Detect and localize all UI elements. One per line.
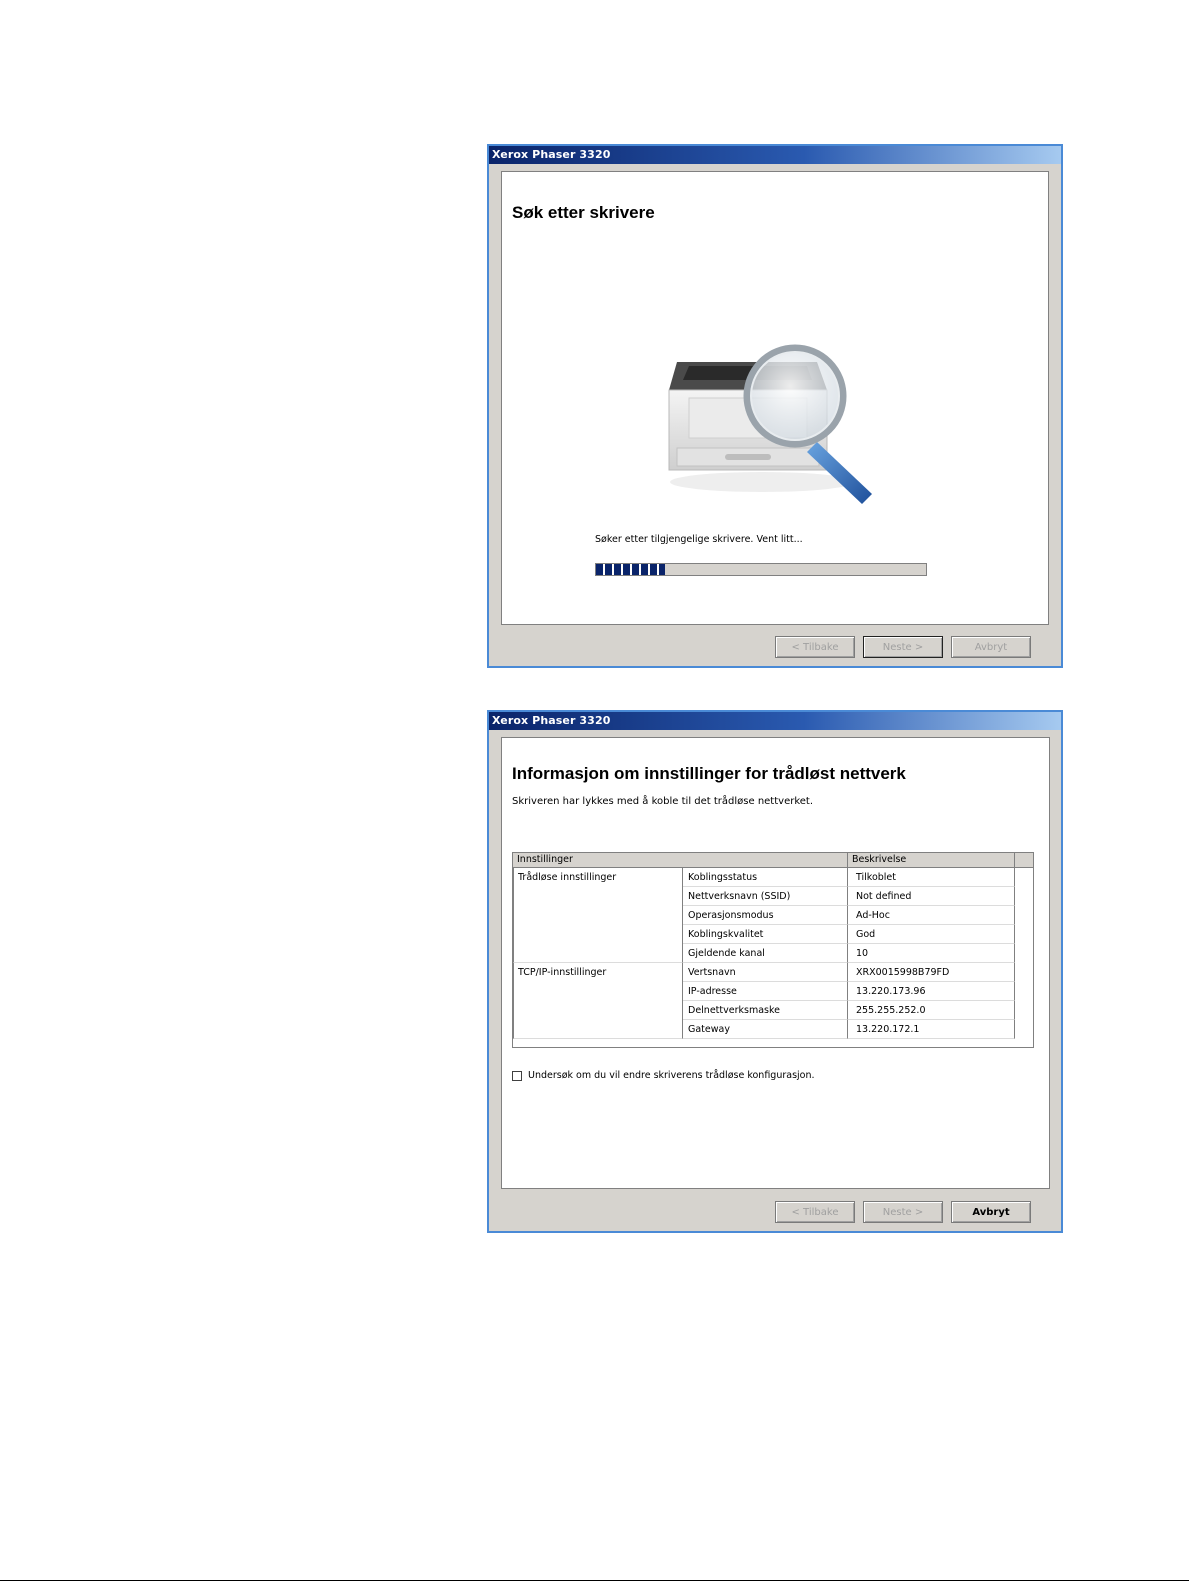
table-row[interactable]	[513, 1001, 1033, 1020]
table-cell-group	[513, 982, 683, 1001]
table-cell-value: 255.255.252.0	[848, 1001, 1015, 1020]
change-config-checkbox[interactable]	[512, 1071, 522, 1081]
next-button[interactable]: Neste >	[863, 636, 943, 658]
wireless-settings-dialog	[487, 710, 1063, 1233]
cancel-button[interactable]: Avbryt	[951, 636, 1031, 658]
change-config-label: Undersøk om du vil endre skriverens trådløse konfigurasjon.	[528, 1070, 815, 1081]
content-panel	[501, 171, 1049, 625]
table-row[interactable]	[513, 887, 1033, 906]
table-cell-group: TCP/IP-innstillinger	[513, 963, 683, 982]
table-cell-setting: Nettverksnavn (SSID)	[683, 887, 848, 906]
table-cell-group	[513, 1020, 683, 1039]
connection-success-text: Skriveren har lykkes med å koble til det trådløse nettverket.	[512, 796, 814, 807]
table-row[interactable]	[513, 963, 1033, 982]
back-button[interactable]: < Tilbake	[775, 636, 855, 658]
column-header-filler	[1015, 853, 1033, 867]
back-button[interactable]: < Tilbake	[775, 1201, 855, 1223]
table-cell-group	[513, 887, 683, 906]
search-progress-bar	[595, 563, 927, 576]
dialog-title: Xerox Phaser 3320	[489, 146, 1061, 164]
table-cell-setting: Koblingskvalitet	[683, 925, 848, 944]
table-cell-value: Tilkoblet	[848, 868, 1015, 887]
table-cell-value: 10	[848, 944, 1015, 963]
printer-search-illustration	[667, 332, 897, 512]
change-config-option[interactable]	[512, 1070, 815, 1081]
table-cell-setting: Operasjonsmodus	[683, 906, 848, 925]
button-row	[775, 1201, 1031, 1223]
button-row	[775, 636, 1031, 658]
table-row[interactable]	[513, 925, 1033, 944]
table-cell-group	[513, 944, 683, 963]
table-cell-value: Ad-Hoc	[848, 906, 1015, 925]
page-footer-rule	[0, 1580, 1189, 1581]
column-header-description[interactable]: Beskrivelse	[848, 853, 1015, 867]
column-header-settings[interactable]: Innstillinger	[513, 853, 848, 867]
search-status-text: Søker etter tilgjengelige skrivere. Vent litt...	[595, 534, 803, 545]
table-cell-value: God	[848, 925, 1015, 944]
table-row[interactable]	[513, 868, 1033, 887]
table-row[interactable]	[513, 906, 1033, 925]
table-row[interactable]	[513, 982, 1033, 1001]
table-cell-setting: Gateway	[683, 1020, 848, 1039]
page-title: Søk etter skrivere	[512, 203, 655, 222]
table-cell-value: 13.220.172.1	[848, 1020, 1015, 1039]
table-row[interactable]	[513, 944, 1033, 963]
cancel-button[interactable]: Avbryt	[951, 1201, 1031, 1223]
table-row[interactable]	[513, 1020, 1033, 1039]
settings-table[interactable]	[512, 852, 1034, 1048]
table-cell-group: Trådløse innstillinger	[513, 868, 683, 887]
table-cell-group	[513, 925, 683, 944]
progress-fill	[596, 564, 665, 575]
table-cell-setting: IP-adresse	[683, 982, 848, 1001]
table-body	[513, 868, 1033, 1039]
table-cell-group	[513, 906, 683, 925]
dialog-title: Xerox Phaser 3320	[489, 712, 1061, 730]
search-printers-dialog	[487, 144, 1063, 668]
table-header	[513, 853, 1033, 868]
table-cell-group	[513, 1001, 683, 1020]
next-button[interactable]: Neste >	[863, 1201, 943, 1223]
table-cell-setting: Delnettverksmaske	[683, 1001, 848, 1020]
table-cell-value: XRX0015998B79FD	[848, 963, 1015, 982]
table-cell-setting: Koblingsstatus	[683, 868, 848, 887]
table-cell-setting: Vertsnavn	[683, 963, 848, 982]
table-cell-setting: Gjeldende kanal	[683, 944, 848, 963]
page-title: Informasjon om innstillinger for trådløst nettverk	[512, 764, 906, 783]
content-panel	[501, 737, 1050, 1189]
table-cell-value: 13.220.173.96	[848, 982, 1015, 1001]
table-cell-value: Not defined	[848, 887, 1015, 906]
